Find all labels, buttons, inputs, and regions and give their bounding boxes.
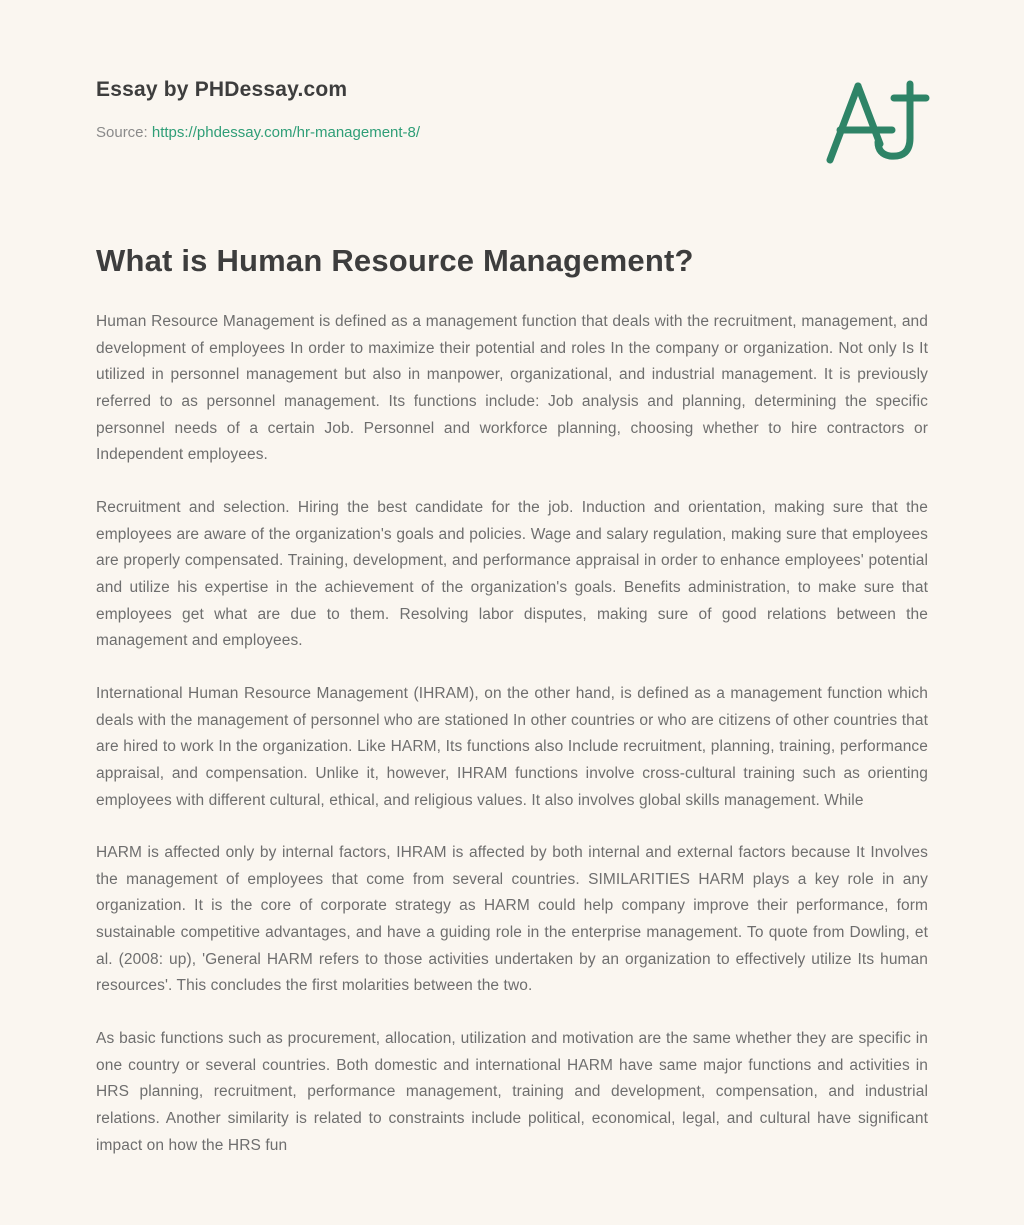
- paragraph-2: Recruitment and selection. Hiring the best candidate for the job. Induction and orientation, making sure that the employees are aware of the organization's goals and policies. Wage and salary regulation, making sure that employees are properly compensated. Training, development, and performance appraisal in order to enhance employees' potential and utilize his expertise in the achievement of the organization's goals. Benefits administration, to make sure that employees get what are due to them. Resolving labor disputes, making sure of good relations between the management and employees.: [96, 498, 928, 650]
- paragraph-4: HARM is affected only by internal factors, IHRAM is affected by both internal and external factors because It Involves the management of employees that come from several countries. SIMILARITIES HARM plays a key role in any organization. It is the core of corporate strategy as HARM could help company improve their performance, form sustainable competitive advantages, and have a guiding role in the enterprise management. To quote from Dowling, et al. (2008: up), 'General HARM refers to those activities undertaken by an organization to effectively utilize Its human resources'. This concludes the first molarities between the two.: [96, 844, 928, 995]
- page-header: [96, 72, 928, 167]
- paragraph-5: As basic functions such as procurement, allocation, utilization and motivation are the same whether they are specific in one country or several countries. Both domestic and international HARM have same major functions and activities in HRS planning, recruitment, performance management, training and development, compensation, and industrial relations. Another similarity is related to constraints include political, economical, legal, and cultural have significant impact on how the HRS fun: [96, 1030, 928, 1154]
- essay-body: [96, 309, 928, 1159]
- phdessay-logo-icon: [822, 72, 932, 167]
- source-line: [96, 124, 420, 141]
- source-link[interactable]: https://phdessay.com/hr-management-8/: [151, 124, 421, 141]
- paragraph-1: Human Resource Management is defined as a management function that deals with the recruitment, management, and development of employees In order to maximize their potential and roles In the company or organization. Not only Is It utilized in personnel management but also in manpower, organizational, and industrial management. It is previously referred to as personnel management. Its functions include: Job analysis and planning, determining the specific personnel needs of a certain Job. Personnel and workforce planning, choosing whether to hire contractors or Independent employees.: [96, 313, 928, 464]
- paragraph-3: International Human Resource Management (IHRAM), on the other hand, is defined as a management function which deals with the management of personnel who are stationed In other countries or who are citizens of other countries that are hired to work In the organization. Like HARM, Its functions also Include recruitment, planning, training, performance appraisal, and compensation. Unlike it, however, IHRAM functions involve cross-cultural training such as orienting employees with different cultural, ethical, and religious values. It also involves global skills management. While: [96, 684, 928, 809]
- source-label: Source:: [96, 124, 148, 141]
- brand-title: Essay by PHDessay.com: [96, 78, 348, 101]
- logo-svg: [822, 72, 932, 167]
- header-text-block: [96, 72, 420, 141]
- page-title: What is Human Resource Management?: [96, 243, 694, 278]
